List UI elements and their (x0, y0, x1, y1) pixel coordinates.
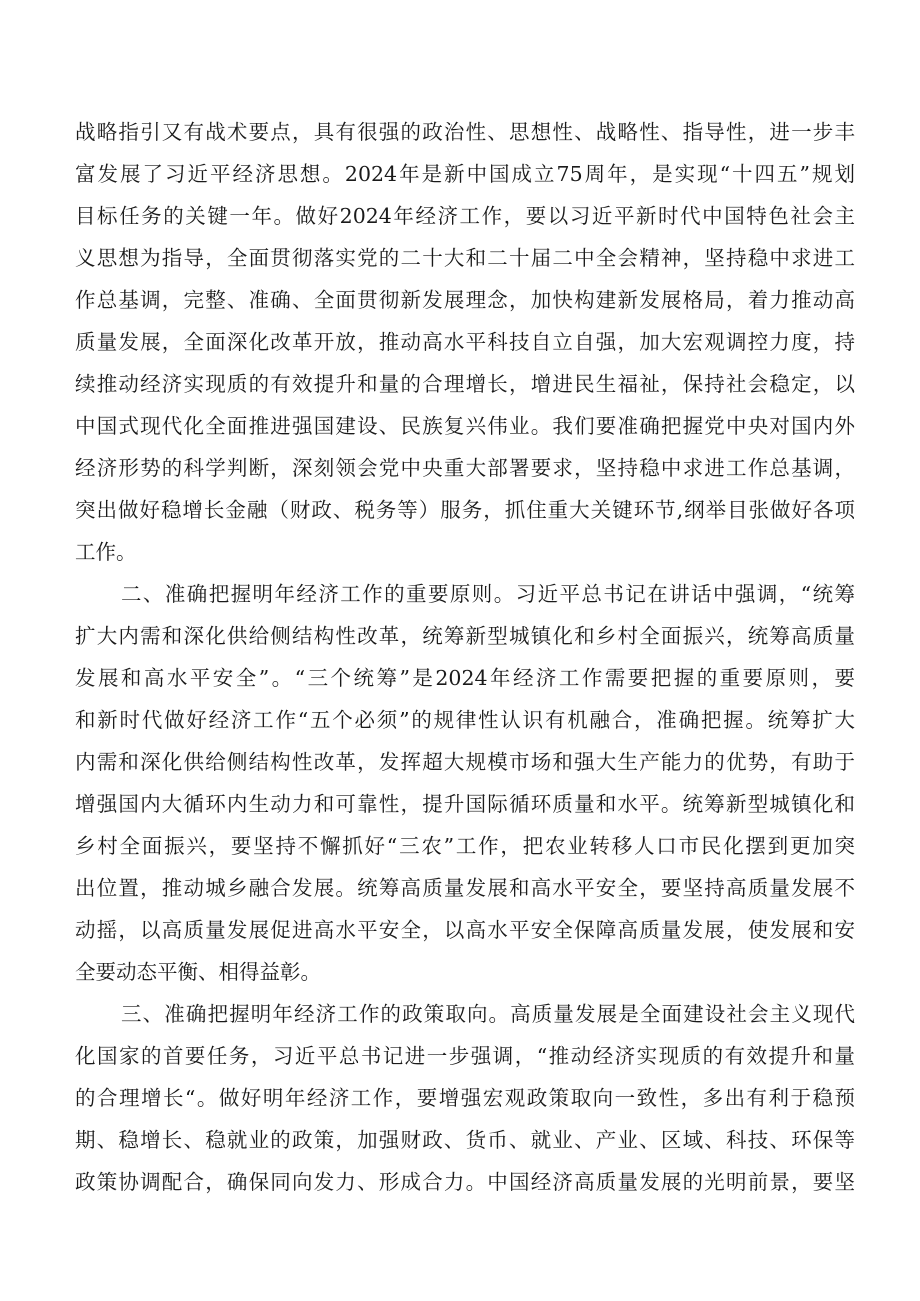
text-line: 的合理增长“。做好明年经济工作，要增强宏观政策取向一致性，多出有利于稳预 (75, 1086, 855, 1110)
text-line: 扩大内需和深化供给侧结构性改革，统筹新型城镇化和乡村全面振兴，统筹高质量 (75, 624, 855, 648)
paragraph-heading-line: 二、准确把握明年经济工作的重要原则。习近平总书记在讲话中强调，“统筹 (121, 582, 855, 606)
text-line: 增强国内大循环内生动力和可靠性，提升国际循环质量和水平。统筹新型城镇化和 (75, 792, 855, 816)
paragraph-heading-line: 三、准确把握明年经济工作的政策取向。高质量发展是全面建设社会主义现代 (121, 1002, 855, 1026)
text-line: 续推动经济实现质的有效提升和量的合理增长，增进民生福祉，保持社会稳定，以 (75, 372, 855, 396)
text-line: 富发展了习近平经济思想。2024年是新中国成立75周年，是实现“十四五”规划 (75, 162, 855, 186)
text-line: 战略指引又有战术要点，具有很强的政治性、思想性、战略性、指导性，进一步丰 (75, 120, 855, 144)
text-line: 义思想为指导，全面贯彻落实党的二十大和二十届二中全会精神，坚持稳中求进工 (75, 246, 855, 270)
text-line: 内需和深化供给侧结构性改革，发挥超大规模市场和强大生产能力的优势，有助于 (75, 750, 855, 774)
text-line: 和新时代做好经济工作“五个必须”的规律性认识有机融合，准确把握。统筹扩大 (75, 708, 855, 732)
text-line: 乡村全面振兴，要坚持不懈抓好“三农”工作，把农业转移人口市民化摆到更加突 (75, 834, 855, 858)
text-line: 期、稳增长、稳就业的政策，加强财政、货币、就业、产业、区域、科技、环保等 (75, 1128, 855, 1152)
text-line: 化国家的首要任务，习近平总书记进一步强调，“推动经济实现质的有效提升和量 (75, 1044, 855, 1068)
text-line: 经济形势的科学判断，深刻领会党中央重大部署要求，坚持稳中求进工作总基调， (75, 456, 855, 480)
text-line: 出位置，推动城乡融合发展。统筹高质量发展和高水平安全，要坚持高质量发展不 (75, 876, 855, 900)
text-line: 突出做好稳增长金融（财政、税务等）服务，抓住重大关键环节,纲举目张做好各项 (75, 498, 855, 522)
text-line: 中国式现代化全面推进强国建设、民族复兴伟业。我们要准确把握党中央对国内外 (75, 414, 855, 438)
text-line: 动摇，以高质量发展促进高水平安全，以高水平安全保障高质量发展，使发展和安 (75, 918, 855, 942)
text-line: 工作。 (75, 540, 137, 564)
text-line: 作总基调，完整、准确、全面贯彻新发展理念，加快构建新发展格局，着力推动高 (75, 288, 855, 312)
text-line: 发展和高水平安全”。“三个统筹”是2024年经济工作需要把握的重要原则，要 (75, 666, 855, 690)
text-line: 质量发展，全面深化改革开放，推动高水平科技自立自强，加大宏观调控力度，持 (75, 330, 855, 354)
text-line: 政策协调配合，确保同向发力、形成合力。中国经济高质量发展的光明前景，要坚 (75, 1170, 855, 1194)
text-line: 全要动态平衡、相得益彰。 (75, 960, 321, 984)
text-line: 目标任务的关键一年。做好2024年经济工作，要以习近平新时代中国特色社会主 (75, 204, 855, 228)
